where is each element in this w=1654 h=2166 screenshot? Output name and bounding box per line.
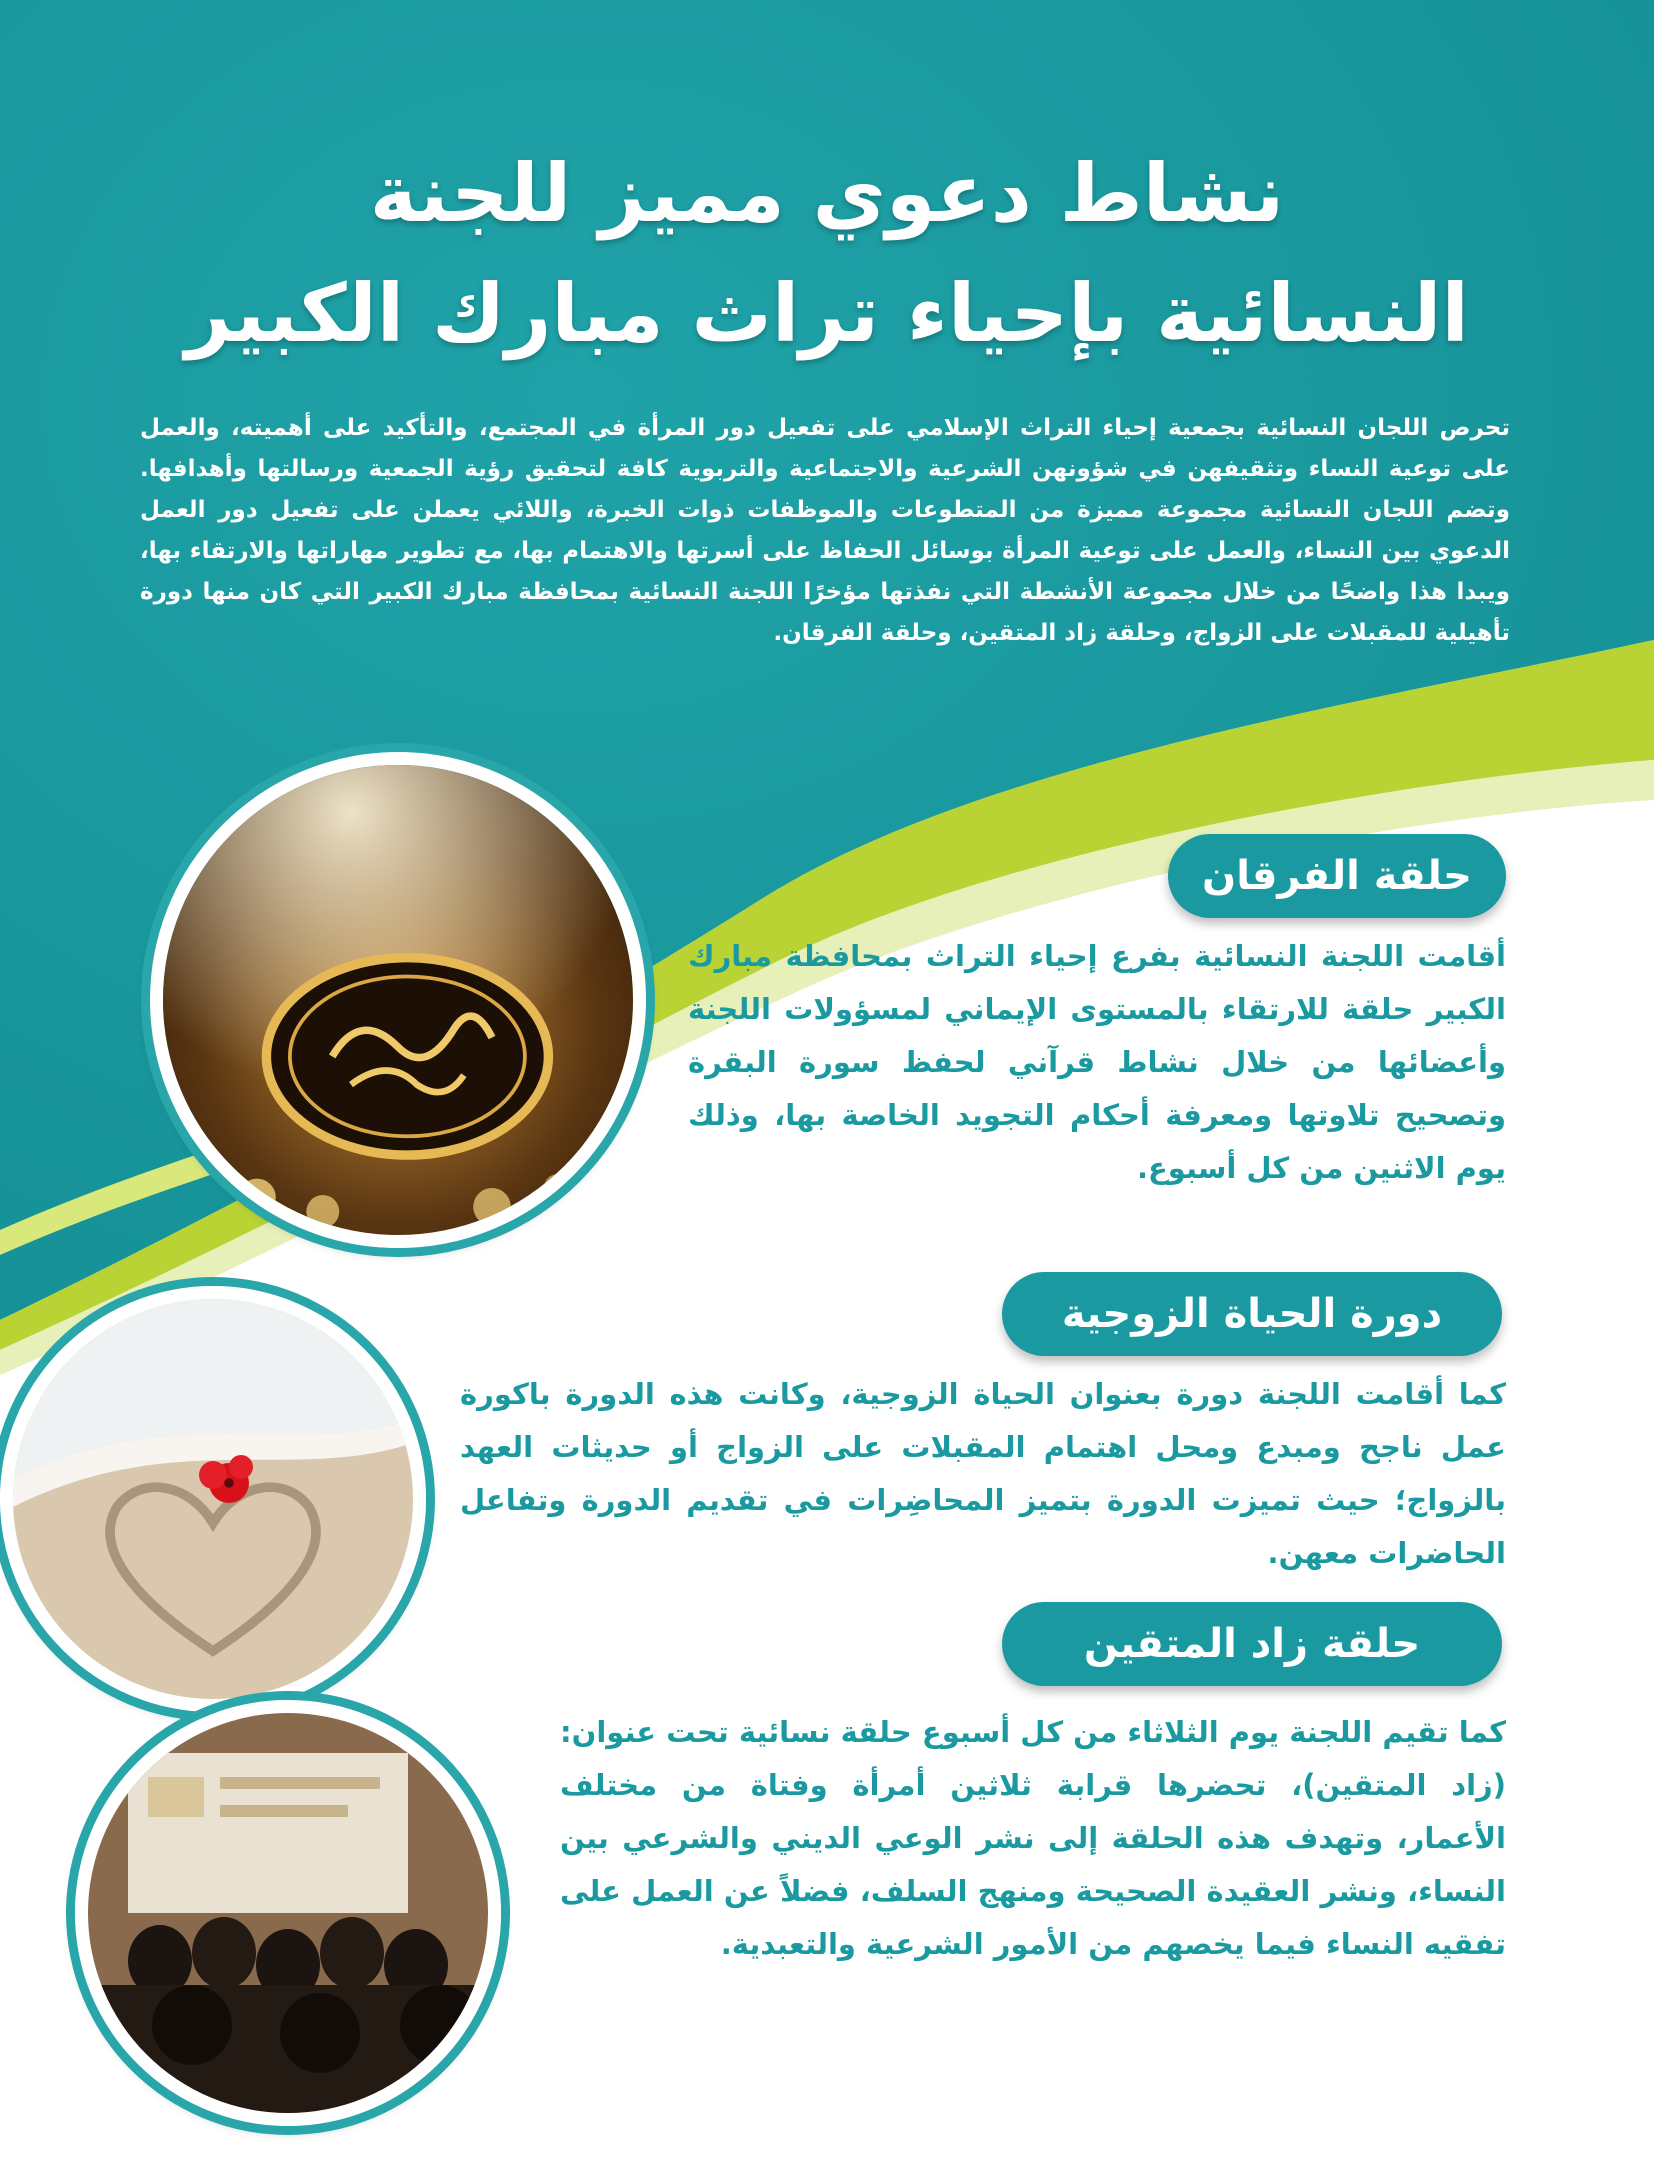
intro-paragraph: تحرص اللجان النسائية بجمعية إحياء التراث الإسلامي على تفعيل دور المرأة في المجتمع، والتأكيد على أهميته، والعمل على توعية النساء وتثقيفهن في شؤونهن الشرعية والاجتماعية والتربوية كافة لتحقيق رؤية الجمعية ورسالتها وأهدافها. وتضم اللجان النسائية مجموعة مميزة من المتطوعات والموظفات ذوات الخبرة، واللائي يعملن على تفعيل دور العمل الدعوي بين النساء، والعمل على توعية المرأة بوسائل الحفاظ على أسرتها والاهتمام بها، مع تطوير مهاراتها والارتقاء بها، ويبدا هذا واضحًا من خلال مجموعة الأنشطة التي نفذتها مؤخرًا اللجنة النسائية بمحافظة مبارك الكبير التي كان منها دورة تأهيلية للمقبلات على الزواج، وحلقة زاد المتقين، وحلقة الفرقان. xyxy=(140,415,1510,646)
title-line-1: نشاط دعوي مميز للجنة xyxy=(369,147,1285,240)
section-heading-marital-life: دورة الحياة الزوجية xyxy=(1002,1272,1502,1356)
section-heading-zad-almuttaqin: حلقة زاد المتقين xyxy=(1002,1602,1502,1686)
section-text-furqan: أقامت اللجنة النسائية بفرع إحياء التراث بمحافظة مبارك الكبير حلقة للارتقاء بالمستوى الإيماني لمسؤولات اللجنة وأعضائها من خلال نشاط قرآني لحفظ سورة البقرة وتصحيح تلاوتها ومعرفة أحكام التجويد الخاصة بها، وذلك يوم الاثنين من كل أسبوع. xyxy=(688,939,1506,1185)
photo-lecture xyxy=(75,1700,501,2126)
section-heading-furqan: حلقة الفرقان xyxy=(1168,834,1506,918)
lecture-audience-icon xyxy=(88,1713,488,2113)
quran-cover-icon xyxy=(163,765,633,1235)
heart-sand-flower-icon xyxy=(13,1299,413,1699)
title-line-2: النسائية بإحياء تراث مبارك الكبير xyxy=(185,267,1469,360)
section-text-zad-almuttaqin: كما تقيم اللجنة يوم الثلاثاء من كل أسبوع حلقة نسائية تحت عنوان: (زاد المتقين)، تحضرها قرابة ثلاثين أمرأة وفتاة من مختلف الأعمار، وتهدف هذه الحلقة إلى نشر الوعي الديني والشرعي بين النساء، ونشر العقيدة الصحيحة ومنهج السلف، فضلاً عن العمل على تفقيه النساء فيما يخصهم من الأمور الشرعية والتعبدية. xyxy=(560,1715,1506,1961)
photo-quran xyxy=(150,752,646,1248)
section-text-marital-life: كما أقامت اللجنة دورة بعنوان الحياة الزوجية، وكانت هذه الدورة باكورة عمل ناجح ومبدع ومحل اهتمام المقبلات على الزواج أو حديثات العهد بالزواج؛ حيث تميزت الدورة بتميز المحاضِرات في تقديم الدورة وتفاعل الحاضرات معهن. xyxy=(460,1377,1506,1570)
photo-heart-sand xyxy=(0,1286,426,1712)
